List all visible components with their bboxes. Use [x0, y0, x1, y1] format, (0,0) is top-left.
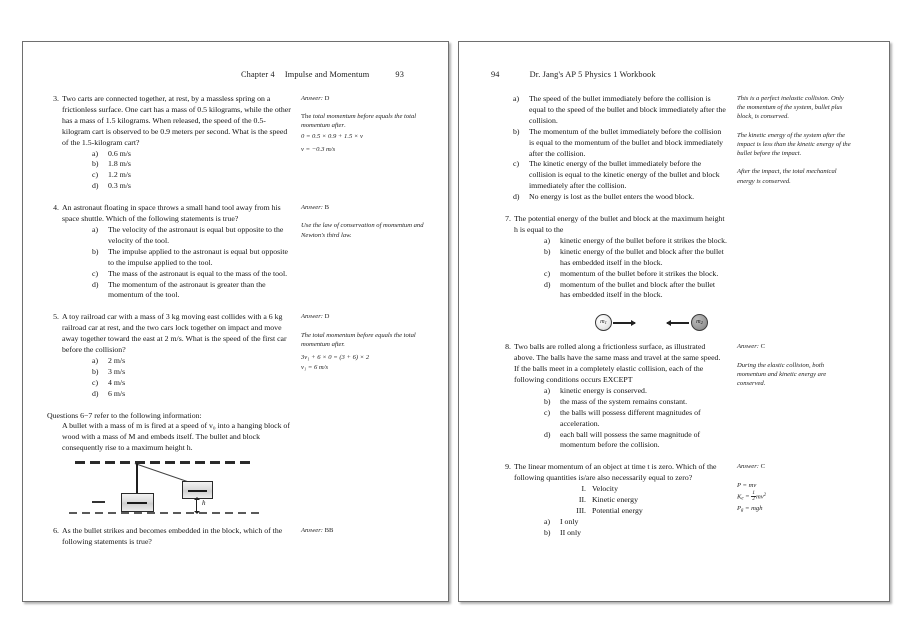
choice-text: the mass of the system remains constant.: [560, 396, 688, 406]
answer-label: Answer:: [737, 463, 759, 471]
block-shade-line-icon: [188, 490, 207, 491]
choice-label: I.: [581, 484, 586, 494]
choice-list: [544, 386, 727, 451]
choice-text: 1.2 m/s: [108, 170, 131, 180]
question-8: [499, 342, 727, 451]
ball-right-label: m: [696, 318, 701, 326]
pendulum-string-icon: [136, 463, 138, 493]
choice-d[interactable]: [92, 181, 291, 192]
choice-d[interactable]: [544, 280, 727, 302]
choice-label: c): [544, 268, 551, 278]
answer-note-3: The total momentum before equals the total momentum after.: [301, 113, 417, 130]
answer-note-6-3: After the impact, the total mechanical energy is conserved.: [737, 168, 837, 185]
answer-note-4: Use the law of conservation of momentum and Newton's third law.: [301, 222, 424, 239]
ground-hatch-icon: [69, 512, 259, 514]
height-label: h: [202, 499, 206, 508]
choice-text: kinetic energy of the bullet and block after the bullet has embedded itself in the block.: [560, 246, 724, 267]
choice-label: III.: [576, 506, 586, 515]
question-stem: Two carts are connected together, at rest, by a massless spring on a frictionless surface. One cart has a mass of 0.5 kilograms, while the other has a mass of 1.5 kilograms. When released, the speed of the 0.5-kilogram cart is observed to be 0.9 meters per second. What is the speed of the 1.5-kilogram cart?: [62, 94, 291, 147]
choice-text: The velocity of the astronaut is equal but opposite to the velocity of the tool.: [108, 224, 284, 245]
question-block-8: [459, 342, 889, 451]
answer-equation-9-2: $K_e$ = $\frac{1}{2}$ $mv^2$: [737, 489, 767, 503]
right-page-folio: 94: [491, 70, 500, 79]
running-head-chapter: Chapter 4: [240, 70, 275, 79]
choice-d[interactable]: [92, 389, 291, 400]
choice-text: 2 m/s: [108, 355, 126, 365]
answer-value: C: [760, 463, 766, 471]
question-block-4: [23, 203, 448, 301]
question-6: [47, 526, 291, 548]
ball-left-subscript: 1: [604, 319, 607, 325]
choice-text: 0.6 m/s: [108, 148, 131, 158]
choice-list: [92, 356, 291, 400]
answer-line-6: [301, 526, 425, 535]
answer-column: [727, 342, 859, 388]
question-number: 9.: [505, 462, 511, 472]
question-column: [23, 526, 291, 548]
spacer: [23, 519, 448, 526]
answer-line-9: [737, 462, 853, 471]
choice-list: [544, 517, 727, 539]
figure-column: [459, 301, 727, 342]
answer-label: Answer:: [301, 204, 323, 212]
answer-value: C: [760, 343, 766, 351]
question-number: 3.: [53, 94, 59, 103]
choice-label: d): [92, 181, 99, 191]
question-number: 5.: [53, 312, 59, 322]
answer-equation-3-2: v = −0.3 m/s: [301, 145, 336, 153]
choice-text: II only: [560, 527, 582, 537]
choice-b[interactable]: [513, 127, 727, 160]
choice-label: c): [92, 170, 99, 180]
answer-column: [291, 94, 431, 154]
choice-text: No energy is lost as the bullet enters the wood block.: [529, 192, 695, 202]
choice-a[interactable]: [92, 225, 291, 247]
choice-text: momentum of the bullet and block after the bullet has embedded itself in the block.: [560, 279, 716, 300]
choice-text: Kinetic energy: [592, 495, 638, 505]
roman-choice-i[interactable]: [576, 484, 727, 495]
choice-d[interactable]: [544, 430, 727, 452]
right-page-running-head: [491, 70, 656, 79]
choice-text: 3 m/s: [108, 366, 126, 376]
choice-label: d): [513, 192, 520, 202]
choice-label: b): [544, 396, 551, 406]
block-shade-line-icon: [127, 502, 147, 503]
arrow-right-icon: [613, 322, 635, 323]
choice-text: 4 m/s: [108, 377, 126, 387]
choice-d[interactable]: [513, 192, 727, 203]
wood-block-at-rest-icon: [121, 493, 154, 512]
choice-label: d): [544, 279, 551, 289]
choice-label: b): [92, 366, 99, 376]
choice-a[interactable]: [544, 517, 727, 528]
answer-column: [291, 203, 431, 240]
question-stem: A toy railroad car with a mass of 3 kg moving east collides with a 6 kg railroad car at rest, and the two cars lock together on impact and move away together toward the east at 2 m/s. What is the speed of the first car before the collision?: [62, 312, 287, 355]
choice-text: kinetic energy is conserved.: [560, 385, 647, 395]
answer-column: [291, 526, 431, 535]
answer-equation-9-3: $P_g$ = mgh: [737, 505, 763, 514]
right-page-body: [459, 94, 889, 539]
question-column: [23, 94, 291, 192]
answer-value: D: [324, 313, 330, 321]
choice-label: a): [92, 355, 99, 365]
answer-equation-5-2: v₁ = 6 m/s: [301, 364, 329, 372]
question-6-choices-block: [459, 94, 889, 203]
choice-b[interactable]: [92, 159, 291, 170]
answer-label: Answer:: [301, 527, 323, 535]
answer-label: Answer:: [737, 343, 759, 351]
choice-label: d): [92, 388, 99, 398]
choice-label: a): [92, 148, 99, 158]
question-4: [47, 203, 291, 301]
answer-note-6-1: This is a perfect inelastic collision. Only the momentum of the system, bullet plus block, is conserved.: [737, 95, 844, 121]
answer-label: Answer:: [301, 313, 323, 321]
answer-label: Answer:: [301, 95, 323, 102]
ceiling-hatch-icon: [75, 461, 251, 464]
choice-b[interactable]: [544, 528, 727, 539]
bullet-path-icon: [92, 501, 105, 503]
question-block-6: [23, 526, 448, 548]
choice-b[interactable]: [92, 367, 291, 378]
choice-label: II.: [578, 495, 586, 505]
choice-text: 0.3 m/s: [108, 181, 131, 191]
passage-heading: Questions 6−7 refer to the following information:: [47, 410, 202, 420]
choice-label: b): [544, 246, 551, 256]
roman-choice-ii[interactable]: [576, 495, 727, 506]
answer-equation-3-1: 0 = 0.5 × 0.9 + 1.5 × v: [301, 132, 363, 140]
question-stem: Two balls are rolled along a frictionless surface, as illustrated above. The balls have the same mass and travel at the same speed. If the balls meet in a completely elastic collision, each of the following conditions occurs EXCEPT: [514, 342, 721, 385]
choice-label: a): [513, 94, 520, 103]
question-7: [499, 214, 727, 301]
question-number: 6.: [53, 526, 59, 536]
choice-label: d): [92, 279, 99, 289]
choice-label: b): [92, 159, 99, 169]
answer-line-3: [301, 94, 425, 103]
question-stem: An astronaut floating in space throws a small hand tool away from his space shuttle. Which of the following statements is true?: [62, 203, 281, 224]
choice-label: c): [92, 377, 99, 387]
answer-line-8: [737, 342, 853, 351]
choice-c[interactable]: [92, 378, 291, 389]
choice-a[interactable]: [92, 149, 291, 160]
answer-value: BB: [324, 527, 334, 535]
choice-text: kinetic energy of the bullet before it strikes the block.: [560, 235, 728, 245]
choice-label: d): [544, 429, 551, 439]
question-column: [459, 94, 727, 203]
roman-choice-iii[interactable]: [576, 506, 727, 517]
spacer: [23, 400, 448, 411]
book-title: Dr. Jang's AP 5 Physics 1 Workbook: [529, 70, 656, 79]
question-block-3: [23, 94, 448, 192]
passage-column: [23, 411, 291, 520]
choice-b[interactable]: [544, 397, 727, 408]
question-number: 7.: [505, 214, 511, 224]
answer-note-5: The total momentum before equals the total momentum after.: [301, 331, 416, 348]
choice-label: b): [513, 126, 520, 136]
left-page-folio: 93: [395, 70, 404, 79]
left-page: [22, 41, 449, 602]
choice-a[interactable]: [544, 386, 727, 397]
choice-text: Velocity: [592, 484, 618, 494]
choice-list: [544, 236, 727, 301]
choice-label: a): [92, 224, 99, 234]
running-head-title: Impulse and Momentum: [284, 70, 370, 79]
choice-c[interactable]: [92, 170, 291, 181]
spacer: [23, 301, 448, 312]
choice-text: The kinetic energy of the bullet immediately before the collision is equal to the kinetic energy of the bullet and block immediately after the collision.: [529, 159, 720, 191]
choice-text: 6 m/s: [108, 388, 126, 398]
left-page-running-head: [241, 70, 404, 79]
choice-label: b): [92, 246, 99, 256]
answer-note-6-2: The kinetic energy of the system after the impact is less than the kinetic energy of the bullet before the impact.: [737, 131, 851, 158]
question-number: 4.: [53, 203, 59, 213]
arrow-left-icon: [667, 322, 689, 323]
ball-m1-icon: [595, 314, 612, 331]
question-column: [459, 342, 727, 451]
question-column: [459, 214, 727, 301]
choice-text: The impulse applied to the astronaut is equal but opposite to the impulse applied to the tool.: [108, 246, 288, 267]
answer-equation-9-1: P = mv: [737, 481, 757, 489]
two-ball-figure-block: [459, 301, 889, 342]
choice-label: c): [544, 407, 551, 417]
question-stem: The linear momentum of an object at time t is zero. Which of the following quantities is/are also necessarily equal to zero?: [514, 462, 717, 483]
choice-a[interactable]: [544, 236, 727, 247]
passage-block: [23, 411, 448, 520]
question-9: [499, 462, 727, 538]
question-number: 8.: [505, 342, 511, 352]
question-column: [459, 462, 727, 538]
question-block-9: [459, 462, 889, 538]
question-column: [23, 203, 291, 301]
choice-text: momentum of the bullet before it strikes the block.: [560, 268, 719, 278]
choice-text: The mass of the astronaut is equal to the mass of the tool.: [108, 268, 288, 278]
choice-text: The momentum of the bullet immediately before the collision is equal to the momentum of the bullet and block immediately after the collision.: [529, 126, 724, 158]
spacer: [459, 451, 889, 462]
choice-b[interactable]: [92, 247, 291, 269]
height-arrow-icon: [196, 500, 197, 511]
question-stem: The potential energy of the bullet and block at the maximum height h is equal to the: [514, 214, 725, 234]
spacer: [459, 203, 889, 214]
answer-line-5: [301, 312, 425, 321]
answer-equation-5-1: 3v₁ + 6 × 0 = (3 + 6) × 2: [301, 353, 370, 361]
choice-label: c): [513, 159, 520, 169]
choice-list: [92, 149, 291, 193]
choice-label: a): [544, 516, 551, 526]
choice-label: a): [544, 235, 551, 245]
choice-label: b): [544, 527, 551, 537]
choice-d[interactable]: [92, 280, 291, 302]
choice-list: [513, 94, 727, 203]
choice-c[interactable]: [92, 269, 291, 280]
question-stem: As the bullet strikes and becomes embedded in the block, which of the following statements is true?: [62, 526, 283, 547]
choice-a[interactable]: [92, 356, 291, 367]
ball-left-label: m: [600, 318, 605, 326]
ball-right-subscript: 2: [700, 319, 703, 325]
choice-text: I only: [560, 516, 579, 526]
choice-text: Potential energy: [592, 506, 643, 515]
choice-a[interactable]: [513, 94, 727, 127]
question-block-7: [459, 214, 889, 301]
answer-value: B: [324, 204, 330, 212]
choice-text: each ball will possess the same magnitude of momentum before the collision.: [560, 429, 701, 450]
choice-label: c): [92, 268, 99, 278]
right-page: [458, 41, 890, 602]
answer-note-8: During the elastic collision, both momentum and kinetic energy are conserved.: [737, 361, 827, 387]
question-5: [47, 312, 291, 399]
two-ball-collision-diagram: [595, 310, 775, 336]
choice-text: The speed of the bullet immediately before the collision is equal to the speed of the bullet and block immediately after the collision.: [529, 94, 726, 125]
choice-c[interactable]: [544, 408, 727, 430]
left-page-body: [23, 94, 448, 548]
answer-column: [727, 462, 859, 514]
question-column: [23, 312, 291, 399]
answer-column: [291, 312, 431, 372]
question-block-5: [23, 312, 448, 399]
choice-text: 1.8 m/s: [108, 159, 131, 169]
choice-c[interactable]: [513, 159, 727, 192]
answer-line-4: [301, 203, 425, 212]
choice-c[interactable]: [544, 269, 727, 280]
choice-b[interactable]: [544, 247, 727, 269]
spacer: [23, 192, 448, 203]
ballistic-pendulum-diagram: [69, 457, 274, 519]
answer-note-emphasis: total momentum before equals the total momentum after: [301, 113, 417, 130]
choice-text: The momentum of the astronaut is greater than the momentum of the tool.: [108, 279, 266, 300]
choice-text: the balls will possess different magnitudes of acceleration.: [560, 407, 701, 428]
choice-label: a): [544, 385, 551, 395]
answer-value: D: [324, 95, 330, 102]
roman-choice-list: [576, 484, 727, 517]
choice-list: [92, 225, 291, 301]
ball-m2-icon: [691, 314, 708, 331]
answer-column: [727, 94, 859, 186]
passage-text: A bullet with a mass of m is fired at a speed of v₀ into a hanging block of wood with a mass of M and embeds itself. The bullet and block consequently rise to a maximum height h.: [62, 421, 290, 453]
question-3: [47, 94, 291, 192]
